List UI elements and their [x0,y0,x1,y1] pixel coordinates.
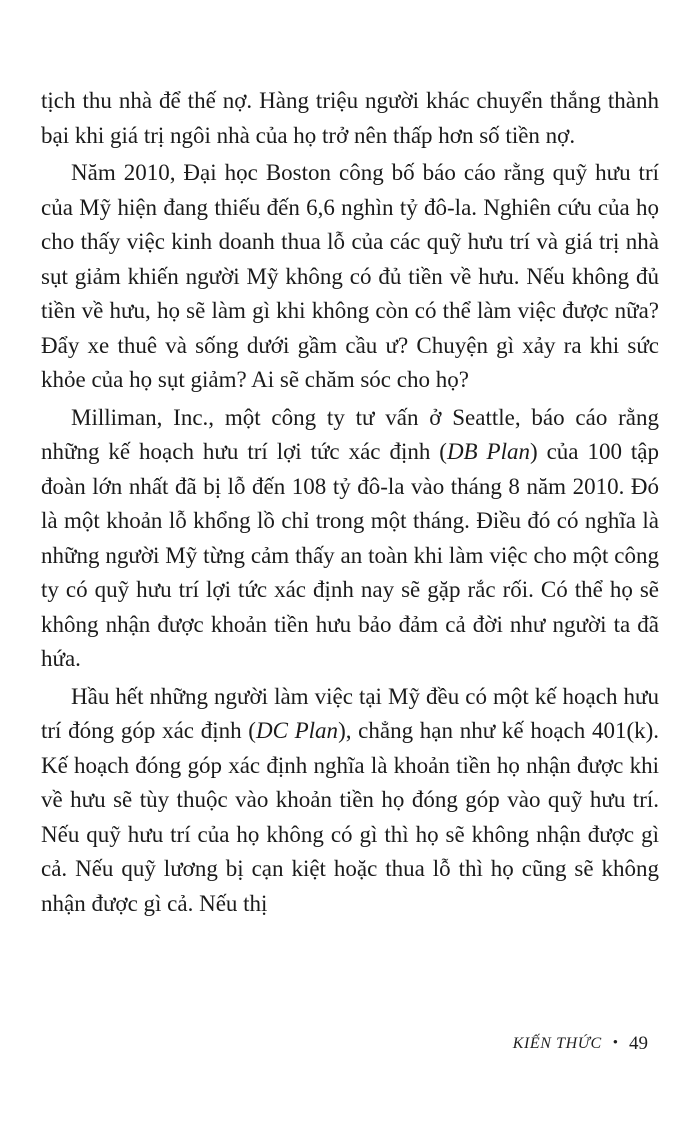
text-segment: Hầu hết những người làm việc tại Mỹ đều có một kế hoạch hưu trí đóng góp xác định ( [41,683,659,743]
text-segment: tịch thu nhà để thế nợ. Hàng triệu người khác chuyển thắng thành bại khi giá trị ngôi nhà của họ trở nên thấp hơn số tiền nợ. [41,88,659,148]
italic-term: DB Plan [446,439,530,464]
paragraph [41,156,659,398]
text-segment: Milliman, Inc., một công ty tư vấn ở Seattle, báo cáo rằng những kế hoạch hưu trí lợi tức xác định ( [41,404,659,464]
page-footer [513,1033,648,1055]
paragraph [41,84,659,153]
text-segment: ) của 100 tập đoàn lớn nhất đã bị lỗ đến 108 tỷ đô-la vào tháng 8 năm 2010. Đó là một khoản lỗ khổng lồ chỉ trong một tháng. Điều đó có nghĩa là những người Mỹ từng cảm thấy an toàn khi làm việc cho một công ty có quỹ hưu trí lợi tức xác định nay sẽ gặp rắc rối. Có thể họ sẽ không nhận được khoản tiền hưu bảo đảm cả đời như người ta đã hứa. [41,439,659,671]
paragraph [41,401,659,677]
footer-section-label: KIẾN THỨC [512,1035,602,1052]
text-segment: ), chẳng hạn như kế hoạch 401(k). Kế hoạch đóng góp xác định nghĩa là khoản tiền họ nhận được khi về hưu sẽ tùy thuộc vào khoản tiền họ đóng góp vào quỹ hưu trí. Nếu quỹ hưu trí của họ không có gì thì họ sẽ không nhận được gì cả. Nếu quỹ lương bị cạn kiệt hoặc thua lỗ thì họ cũng sẽ không nhận được gì cả. Nếu thị [41,718,660,916]
text-segment: Năm 2010, Đại học Boston công bố báo cáo rằng quỹ hưu trí của Mỹ hiện đang thiếu đến 6,6 nghìn tỷ đô-la. Nghiên cứu của họ cho thấy việc kinh doanh thua lỗ của các quỹ hưu trí và giá trị nhà sụt giảm khiến người Mỹ không có đủ tiền về hưu. Nếu không đủ tiền về hưu, họ sẽ làm gì khi không còn có thể làm việc được nữa? Đẩy xe thuê và sống dưới gầm cầu ư? Chuyện gì xảy ra khi sức khỏe của họ sụt giảm? Ai sẽ chăm sóc cho họ? [41,160,659,392]
footer-page-number: 49 [629,1033,648,1054]
footer-bullet-separator: • [612,1034,618,1051]
page-body [41,84,659,921]
paragraph [41,680,659,922]
italic-term: DC Plan [255,718,339,743]
